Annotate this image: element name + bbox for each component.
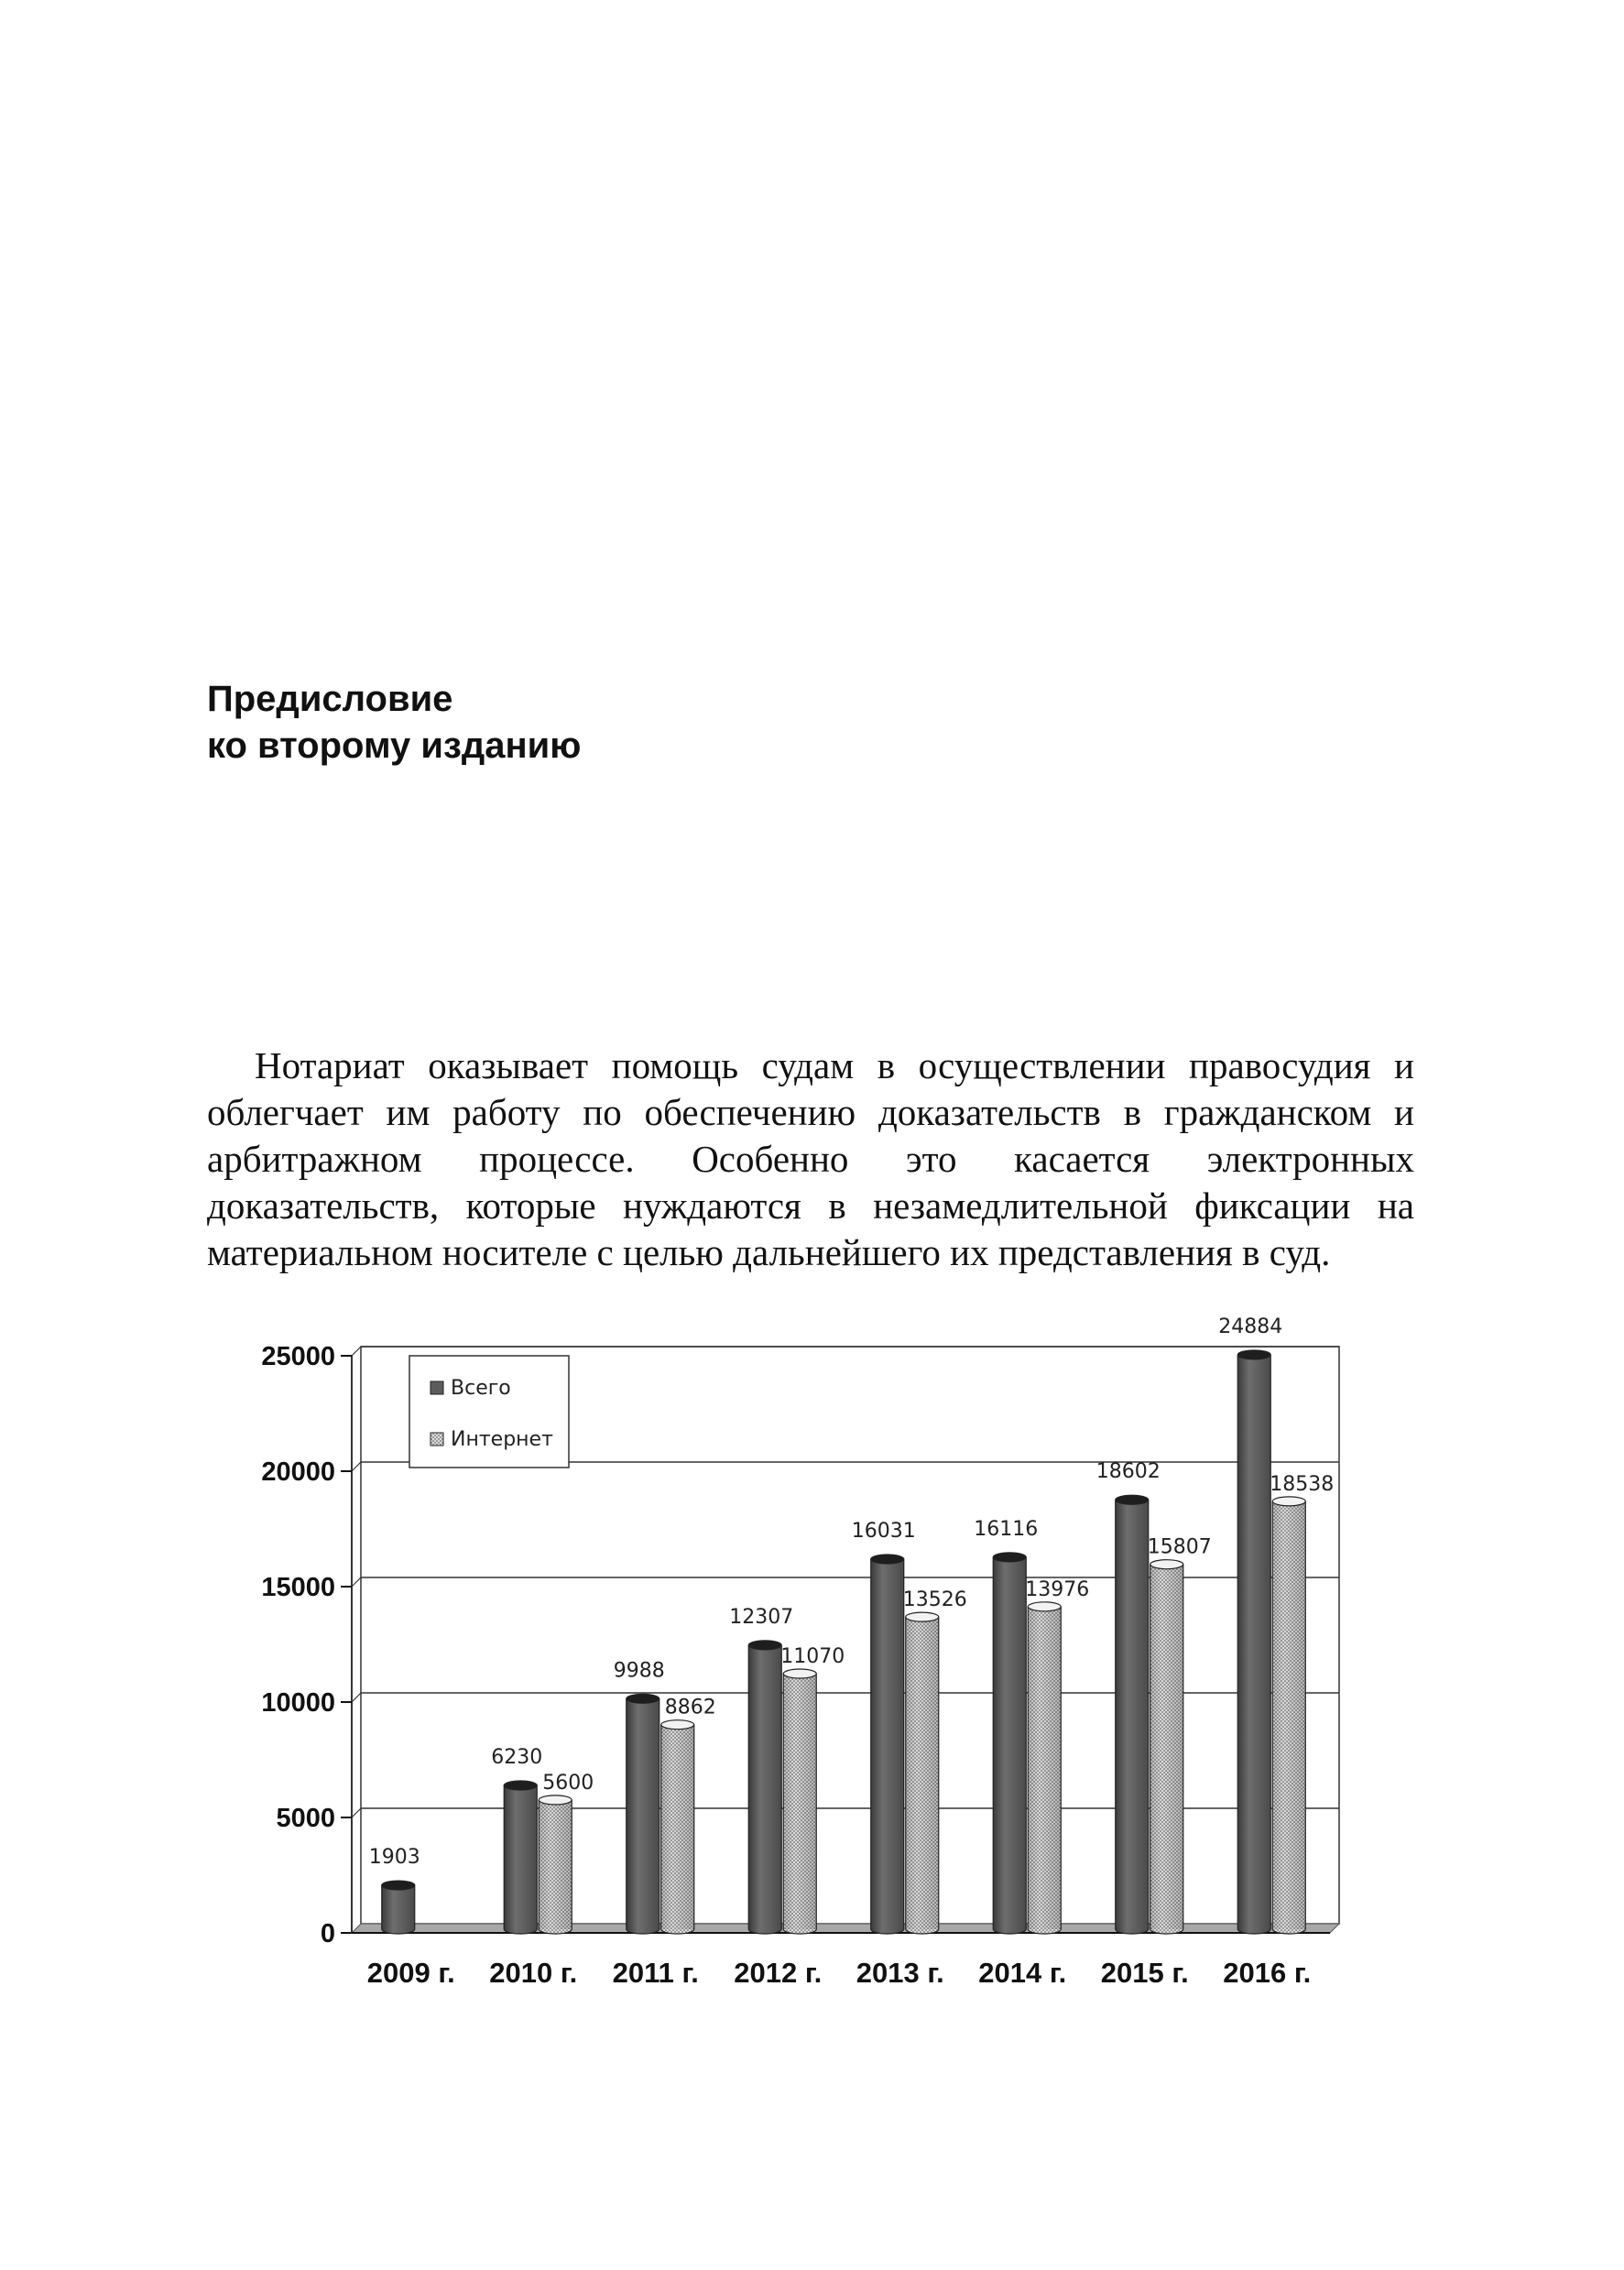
bar-total (1237, 1350, 1270, 1934)
section-heading-line-2: ко второму изданию (207, 726, 582, 766)
y-tick-label: 25000 (261, 1342, 335, 1371)
bar-body (748, 1645, 781, 1929)
bar-total (627, 1694, 659, 1934)
x-tick-label: 2009 г. (366, 1957, 455, 1989)
bar-chart (220, 1301, 1374, 1997)
bar-total (1116, 1495, 1149, 1934)
bar-total (382, 1881, 415, 1934)
gridline-side (352, 1693, 361, 1702)
bar-body (382, 1885, 415, 1929)
x-tick-label: 2010 г. (489, 1957, 578, 1989)
gridline-side (352, 1462, 361, 1471)
legend-label-internet: Интернет (451, 1428, 553, 1451)
bar-top (1150, 1560, 1183, 1569)
x-tick-label: 2014 г. (978, 1957, 1067, 1989)
x-tick-label: 2016 г. (1223, 1957, 1312, 1989)
bar-total (871, 1555, 904, 1934)
bar-top (748, 1641, 781, 1650)
data-label-internet: 13526 (902, 1588, 967, 1612)
x-tick-label: 2015 г. (1100, 1957, 1189, 1989)
bar-top (993, 1553, 1026, 1562)
legend-swatch-internet (431, 1433, 443, 1446)
legend-label-total: Всего (451, 1377, 511, 1400)
bar-total (993, 1553, 1026, 1934)
y-tick-label: 20000 (261, 1457, 335, 1487)
bar-total (504, 1781, 537, 1934)
x-tick-label: 2012 г. (734, 1957, 823, 1989)
bar-internet (783, 1669, 816, 1934)
data-label-total: 12307 (729, 1605, 794, 1629)
bar-top (1116, 1495, 1149, 1504)
bar-top (504, 1781, 537, 1790)
data-label-total: 16116 (974, 1517, 1039, 1541)
gridline-side (352, 1347, 361, 1356)
data-label-total: 1903 (368, 1846, 420, 1870)
bar-top (1237, 1350, 1270, 1359)
bar-shading (1028, 1607, 1061, 1929)
bar-shading (906, 1617, 939, 1929)
x-tick-label: 2011 г. (612, 1957, 699, 1989)
data-label-total: 18602 (1095, 1460, 1161, 1484)
data-label-total: 16031 (851, 1520, 916, 1544)
legend-swatch-total (431, 1381, 443, 1394)
bar-top (1028, 1602, 1061, 1611)
bar-total (748, 1641, 781, 1934)
data-label-internet: 18538 (1270, 1472, 1335, 1496)
data-label-total: 24884 (1218, 1315, 1283, 1338)
section-heading (207, 676, 581, 769)
bar-body (1237, 1355, 1270, 1929)
data-label-internet: 15807 (1147, 1535, 1212, 1559)
bar-body (871, 1559, 904, 1929)
y-tick-label: 0 (320, 1919, 335, 1948)
bar-shading (1272, 1501, 1305, 1929)
chart-legend (409, 1356, 569, 1468)
y-tick-label: 15000 (261, 1573, 335, 1602)
gridline-side (352, 1808, 361, 1817)
bar-top (783, 1669, 816, 1678)
bar-top (382, 1881, 415, 1890)
bar-top (661, 1720, 694, 1730)
bar-top (539, 1795, 572, 1805)
gridline-side (352, 1577, 361, 1587)
data-label-internet: 13976 (1025, 1577, 1090, 1601)
bar-top (906, 1612, 939, 1621)
bar-internet (661, 1720, 694, 1934)
body-paragraph: Нотариат оказывает помощь судам в осуществлении правосудия и облегчает им работу по обеспечению доказательств в гражданском и арбитражном процессе. Особенно это касается электронных доказательств, которые нуждаются в незамедлительной фиксации на материальном носителе с целью дальнейшего их представления в суд. (207, 1044, 1414, 1273)
bar-body (627, 1698, 659, 1929)
bar-internet (1272, 1497, 1305, 1934)
bar-body (1116, 1500, 1149, 1929)
bar-shading (783, 1674, 816, 1929)
data-label-internet: 5600 (542, 1771, 594, 1795)
y-tick-label: 5000 (276, 1804, 335, 1833)
bar-top (627, 1694, 659, 1703)
y-tick-label: 10000 (261, 1688, 335, 1718)
data-label-total: 9988 (613, 1659, 665, 1683)
bar-internet (539, 1795, 572, 1934)
bar-shading (1150, 1565, 1183, 1929)
bar-shading (661, 1725, 694, 1929)
bar-top (1272, 1497, 1305, 1506)
bar-internet (1150, 1560, 1183, 1934)
bar-body (993, 1557, 1026, 1929)
bar-internet (906, 1612, 939, 1934)
data-label-internet: 8862 (664, 1696, 716, 1719)
data-label-total: 6230 (491, 1746, 543, 1770)
data-label-internet: 11070 (780, 1645, 845, 1669)
bar-body (504, 1785, 537, 1929)
bar-internet (1028, 1602, 1061, 1934)
x-tick-label: 2013 г. (856, 1957, 944, 1989)
bar-top (871, 1555, 904, 1564)
bar-shading (539, 1800, 572, 1929)
plot-floor (352, 1924, 1339, 1933)
section-heading-line-1: Предисловие (207, 679, 453, 719)
